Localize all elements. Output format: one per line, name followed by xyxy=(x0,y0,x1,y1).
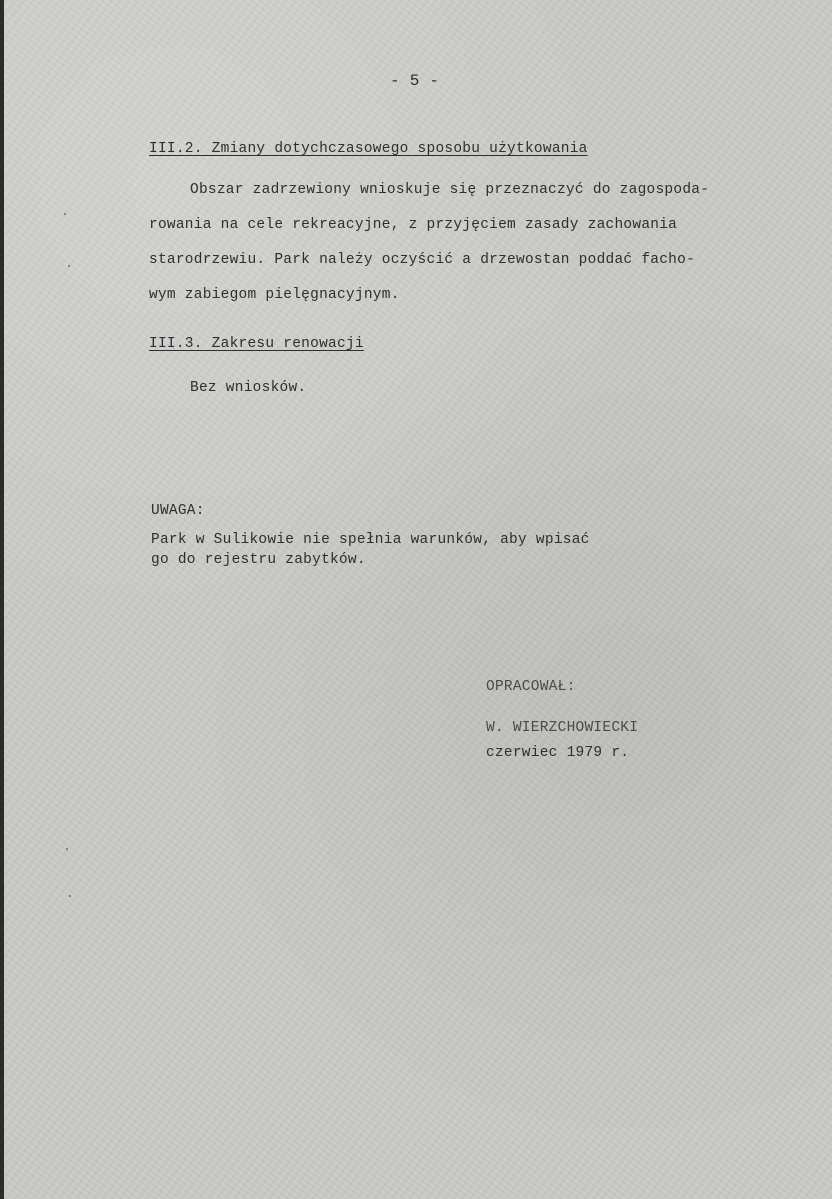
signature-date: czerwiec 1979 r. xyxy=(486,745,630,761)
section-heading-iii-2: III.2. Zmiany dotychczasowego sposobu użytkowania xyxy=(149,141,588,157)
paragraph-line-3: starodrzewiu. Park należy oczyścić a drzewostan poddać facho- xyxy=(149,252,696,268)
note-line-1: Park w Sulikowie nie spełnia warunków, aby wpisać xyxy=(151,532,590,548)
signature-label: OPRACOWAŁ: xyxy=(486,679,576,695)
paper-speck xyxy=(68,265,70,267)
note-label: UWAGA: xyxy=(151,503,205,519)
paper-speck xyxy=(64,213,66,215)
paper-speck xyxy=(69,895,71,897)
signature-name: W. WIERZCHOWIECKI xyxy=(486,720,639,736)
section-3-body: Bez wniosków. xyxy=(190,380,307,396)
page-number: - 5 - xyxy=(390,72,440,90)
document-page xyxy=(4,0,832,1199)
paragraph-line-2: rowania na cele rekreacyjne, z przyjęciem zasady zachowania xyxy=(149,217,678,233)
note-line-2: go do rejestru zabytków. xyxy=(151,552,366,568)
paper-speck xyxy=(66,848,68,850)
paragraph-line-1: Obszar zadrzewiony wnioskuje się przeznaczyć do zagospoda- xyxy=(190,182,710,198)
section-heading-iii-3: III.3. Zakresu renowacji xyxy=(149,336,364,352)
paragraph-line-4: wym zabiegom pielęgnacyjnym. xyxy=(149,287,400,303)
